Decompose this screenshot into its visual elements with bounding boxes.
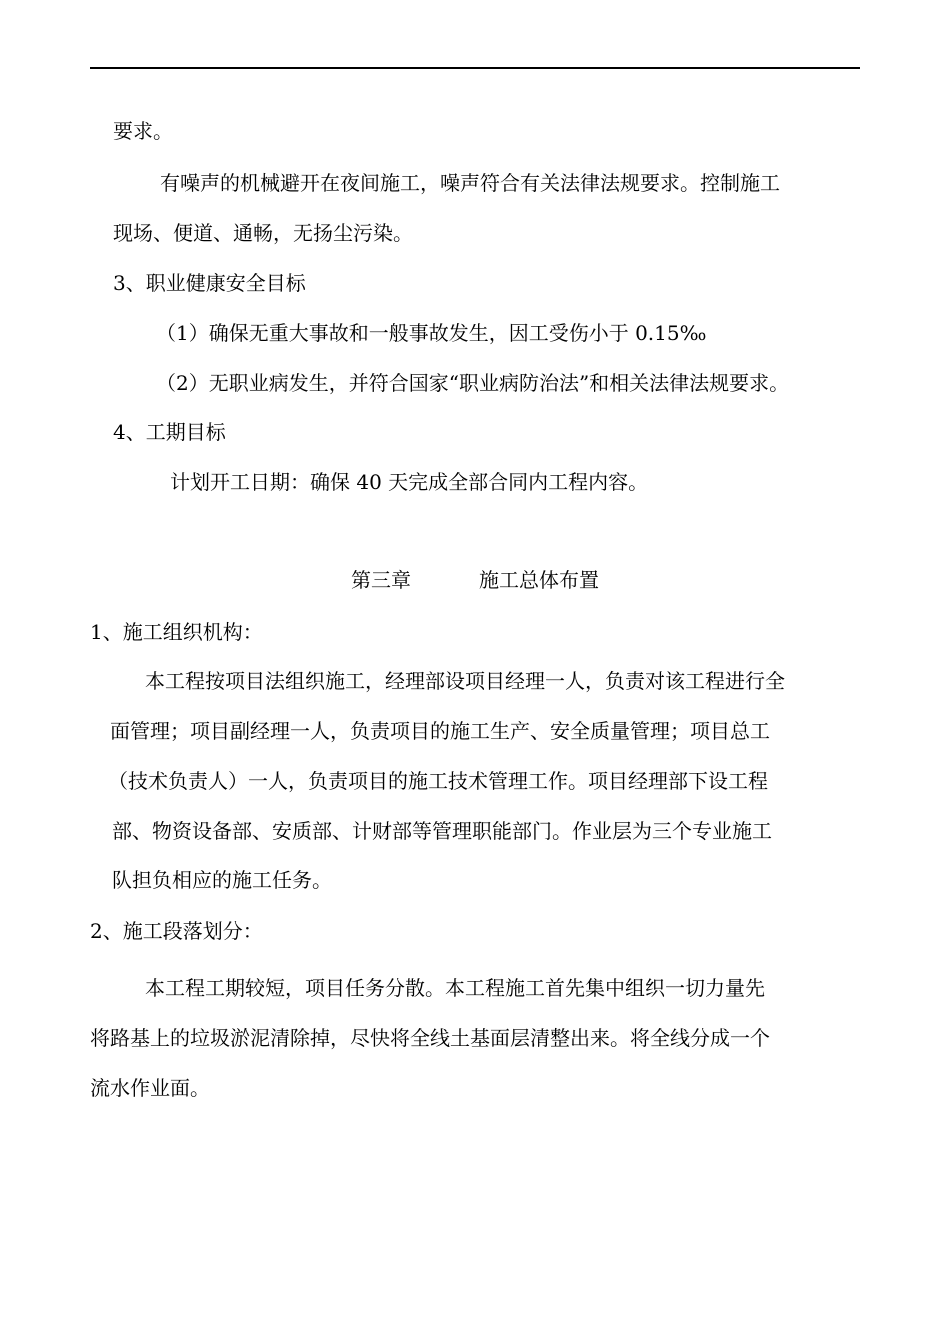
header-rule <box>90 67 860 69</box>
org-line-1: 本工程按项目法组织施工，经理部设项目经理一人，负责对该工程进行全 <box>145 669 785 693</box>
org-line-5: 队担负相应的施工任务。 <box>112 868 332 892</box>
continuation-text: 要求。 <box>113 119 173 143</box>
section-4-text: 计划开工日期：确保 40 天完成全部合同内工程内容。 <box>170 470 649 494</box>
org-line-3: （技术负责人）一人，负责项目的施工技术管理工作。项目经理部下设工程 <box>108 769 768 793</box>
noise-paragraph-line-1: 有噪声的机械避开在夜间施工，噪声符合有关法律法规要求。控制施工 <box>160 171 780 195</box>
section-3-item-2: （2）无职业病发生，并符合国家“职业病防治法”和相关法律法规要求。 <box>156 371 790 395</box>
chapter-name: 施工总体布置 <box>479 568 599 592</box>
org-line-2: 面管理；项目副经理一人，负责项目的施工生产、安全质量管理；项目总工 <box>110 719 770 743</box>
chapter-number: 第三章 <box>351 568 411 592</box>
division-line-3: 流水作业面。 <box>90 1076 210 1100</box>
division-line-1: 本工程工期较短，项目任务分散。本工程施工首先集中组织一切力量先 <box>145 976 765 1000</box>
section-3-heading: 3、职业健康安全目标 <box>113 271 306 295</box>
division-line-2: 将路基上的垃圾淤泥清除掉，尽快将全线土基面层清整出来。将全线分成一个 <box>90 1026 770 1050</box>
chapter-title <box>0 565 950 595</box>
org-line-4: 部、物资设备部、安质部、计财部等管理职能部门。作业层为三个专业施工 <box>112 819 772 843</box>
org-heading: 1、施工组织机构： <box>90 620 263 644</box>
section-4-heading: 4、工期目标 <box>113 420 226 444</box>
noise-paragraph-line-2: 现场、便道、通畅，无扬尘污染。 <box>113 221 413 245</box>
section-3-item-1: （1）确保无重大事故和一般事故发生，因工受伤小于 0.15‰ <box>156 321 707 345</box>
division-heading: 2、施工段落划分： <box>90 919 263 943</box>
